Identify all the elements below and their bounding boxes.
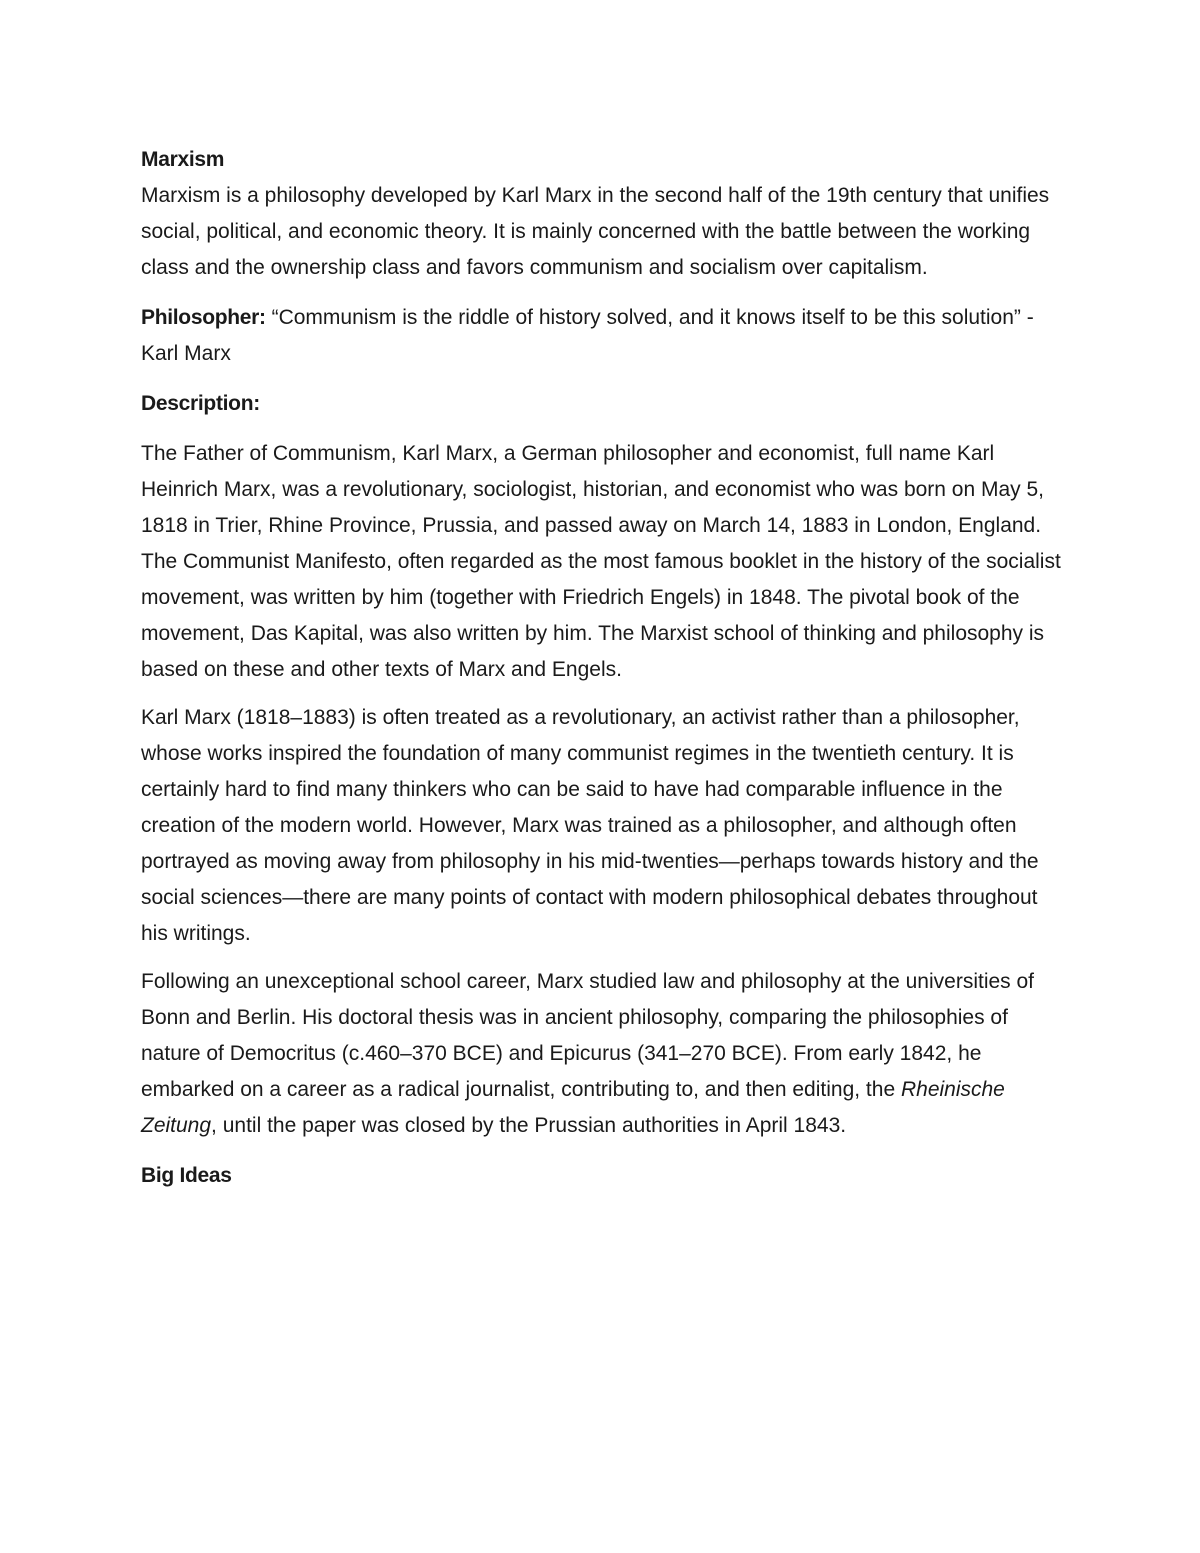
philosopher-quote: “Communism is the riddle of history solved, and it knows itself to be this solution” -Karl Marx bbox=[141, 306, 1034, 365]
paragraph-3-text-end: , until the paper was closed by the Prussian authorities in April 1843. bbox=[211, 1114, 847, 1137]
philosopher-quote-paragraph bbox=[141, 300, 1061, 372]
description-paragraph-3 bbox=[141, 964, 1061, 1144]
description-paragraph-2: Karl Marx (1818–1883) is often treated as a revolutionary, an activist rather than a philosopher, whose works inspired the foundation of many communist regimes in the twentieth century. It is certainly hard to find many thinkers who can be said to have had comparable influence in the creation of the modern world. However, Marx was trained as a philosopher, and although often portrayed as moving away from philosophy in his mid-twenties—perhaps towards history and the social sciences—there are many points of contact with modern philosophical debates throughout his writings. bbox=[141, 706, 1039, 945]
description-heading: Description: bbox=[141, 392, 260, 415]
big-ideas-heading: Big Ideas bbox=[141, 1164, 232, 1187]
newspaper-title: Rheinische Zeitung bbox=[141, 1078, 1005, 1137]
paragraph-3-text-start: Following an unexceptional school career, Marx studied law and philosophy at the universities of Bonn and Berlin. His doctoral thesis was in ancient philosophy, comparing the philosophies of nature of Democritus (c.460–370 BCE) and Epicurus (341–270 BCE). From early 1842, he embarked on a career as a radical journalist, contributing to, and then editing, the bbox=[141, 970, 1035, 1101]
description-paragraph-1: The Father of Communism, Karl Marx, a German philosopher and economist, full name Karl Heinrich Marx, was a revolutionary, sociologist, historian, and economist who was born on May 5, 1818 in Trier, Rhine Province, Prussia, and passed away on March 14, 1883 in London, England. The Communist Manifesto, often regarded as the most famous booklet in the history of the socialist movement, was written by him (together with Friedrich Engels) in 1848. The pivotal book of the movement, Das Kapital, was also written by him. The Marxist school of thinking and philosophy is based on these and other texts of Marx and Engels. bbox=[141, 442, 1061, 681]
document-page bbox=[141, 142, 1061, 1194]
philosopher-label: Philosopher: bbox=[141, 306, 266, 329]
intro-paragraph: Marxism is a philosophy developed by Karl Marx in the second half of the 19th century that unifies social, political, and economic theory. It is mainly concerned with the battle between the working class and the ownership class and favors communism and socialism over capitalism. bbox=[141, 184, 1050, 279]
document-title: Marxism bbox=[141, 148, 225, 171]
